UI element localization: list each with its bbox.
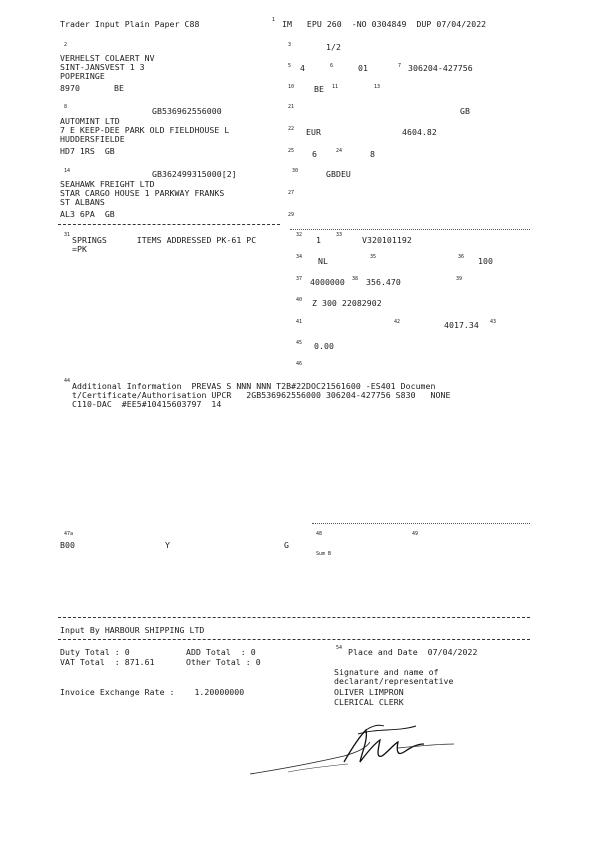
tax-flag: Y (165, 540, 170, 550)
signature-label: Signature and name of (334, 667, 439, 677)
input-by: Input By HARBOUR SHIPPING LTD (60, 625, 205, 635)
country-first-destination: BE (314, 84, 324, 94)
goods-location: GBDEU (326, 169, 351, 179)
box-number: 7 (398, 63, 402, 69)
box-number: 6 (330, 63, 334, 69)
tax-type: B00 (60, 540, 75, 550)
box-number: 21 (288, 104, 295, 110)
procedure-code: 4000000 (310, 277, 345, 287)
box-number: 5 (288, 63, 292, 69)
reference-number: 306204-427756 (408, 63, 473, 73)
declarant-city: ST ALBANS (60, 197, 105, 207)
transaction-nature: 8 (370, 149, 375, 159)
vat-total: VAT Total : 871.61 (60, 657, 155, 667)
item-price: 4017.34 (444, 320, 479, 330)
box-number: 22 (288, 126, 295, 132)
box-number: 27 (288, 190, 295, 196)
box-number: 54 (336, 645, 343, 651)
declaration-reference: IM EPU 260 -NO 0304849 DUP 07/04/2022 (282, 19, 487, 29)
declarant-name: SEAHAWK FREIGHT LTD (60, 179, 155, 189)
goods-description-cont: =PK (72, 244, 87, 254)
box-number: 40 (296, 297, 303, 303)
consignor-postcode: 8970 (60, 83, 80, 93)
origin-country: NL (318, 256, 328, 266)
box-number: 32 (296, 232, 303, 238)
box-number: 49 (412, 531, 419, 537)
divider (58, 224, 280, 225)
box-number: 2 (64, 42, 68, 48)
place-and-date: Place and Date 07/04/2022 (348, 647, 478, 657)
signer-role: CLERICAL CLERK (334, 697, 404, 707)
box-number: 25 (288, 148, 295, 154)
duty-total: Duty Total : 0 (60, 647, 130, 657)
box-number: 14 (64, 168, 71, 174)
signature-label-2: declarant/representative (334, 676, 454, 686)
items-count: 4 (300, 63, 305, 73)
box-number: 33 (336, 232, 343, 238)
consignee-postcode: HD7 1RS GB (60, 146, 115, 156)
box-number: 34 (296, 254, 303, 260)
box-number: 8 (64, 104, 68, 110)
box-number: 37 (296, 276, 303, 282)
handwritten-signature (248, 722, 478, 782)
consignee-name: AUTOMINT LTD (60, 116, 120, 126)
box-number: 48 (316, 531, 323, 537)
divider (58, 617, 530, 618)
box-number: 31 (64, 232, 71, 238)
add-total: ADD Total : 0 (186, 647, 256, 657)
tax-type-header: 47a (64, 531, 74, 537)
divider (290, 229, 530, 230)
consignor-country: BE (114, 83, 124, 93)
box-number: 36 (458, 254, 465, 260)
packages-count: 01 (358, 63, 368, 73)
additional-information-line2: t/Certificate/Authorisation UPCR 2GB536962556000 306204-427756 S830 NONE (72, 390, 451, 400)
payment-method: G (284, 540, 289, 550)
box-number: 10 (288, 84, 295, 90)
consignee-street: 7 E KEEP-DEE PARK OLD FIELDHOUSE L (60, 125, 230, 135)
box-number: 24 (336, 148, 343, 154)
invoice-amount: 4604.82 (402, 127, 437, 137)
goods-description: SPRINGS ITEMS ADDRESSED PK-61 PC (72, 235, 257, 245)
adjustment-value: 0.00 (314, 341, 334, 351)
consignee-city: HUDDERSFIELDE (60, 134, 125, 144)
divider (58, 639, 530, 640)
box-number: 43 (490, 319, 497, 325)
sum-label: Sum B (316, 551, 332, 557)
declarant-postcode: AL3 6PA GB (60, 209, 115, 219)
consignee-eori: GB536962556000 (152, 106, 222, 116)
invoice-currency: EUR (306, 127, 321, 137)
other-total: Other Total : 0 (186, 657, 261, 667)
box-number: 3 (288, 42, 292, 48)
declarant-street: STAR CARGO HOUSE 1 PARKWAY FRANKS (60, 188, 225, 198)
box-number: 45 (296, 340, 303, 346)
previous-document: Z 300 22082902 (312, 298, 382, 308)
transport-nationality: GB (460, 106, 470, 116)
forms-count: 1/2 (326, 42, 341, 52)
document-title: Trader Input Plain Paper C88 (60, 19, 200, 29)
consignor-city: POPERINGE (60, 71, 105, 81)
divider (312, 523, 530, 524)
additional-information: Additional Information PREVAS S NNN NNN T2B#22DOC21561600 -ES401 Documen (72, 381, 436, 391)
preference-code: 100 (478, 256, 493, 266)
box-number: 38 (352, 276, 359, 282)
consignor-street: SINT-JANSVEST 1 3 (60, 62, 145, 72)
box-number: 29 (288, 212, 295, 218)
box-number: 44 (64, 378, 71, 384)
box-number: 1 (272, 17, 276, 23)
item-number: 1 (316, 235, 321, 245)
net-mass: 356.470 (366, 277, 401, 287)
box-number: 35 (370, 254, 377, 260)
transport-mode-border: 6 (312, 149, 317, 159)
commodity-code: V320101192 (362, 235, 412, 245)
box-number: 41 (296, 319, 303, 325)
box-number: 46 (296, 361, 303, 367)
box-number: 39 (456, 276, 463, 282)
box-number: 13 (374, 84, 381, 90)
box-number: 11 (332, 84, 339, 90)
box-number: 42 (394, 319, 401, 325)
consignor-name: VERHELST COLAERT NV (60, 53, 155, 63)
additional-information-line3: C110-DAC #EE5#10415603797 14 (72, 399, 222, 409)
exchange-rate: Invoice Exchange Rate : 1.20000000 (60, 687, 245, 697)
declarant-eori: GB362499315000[2] (152, 169, 237, 179)
box-number: 30 (292, 168, 299, 174)
signer-name: OLIVER LIMPRON (334, 687, 404, 697)
